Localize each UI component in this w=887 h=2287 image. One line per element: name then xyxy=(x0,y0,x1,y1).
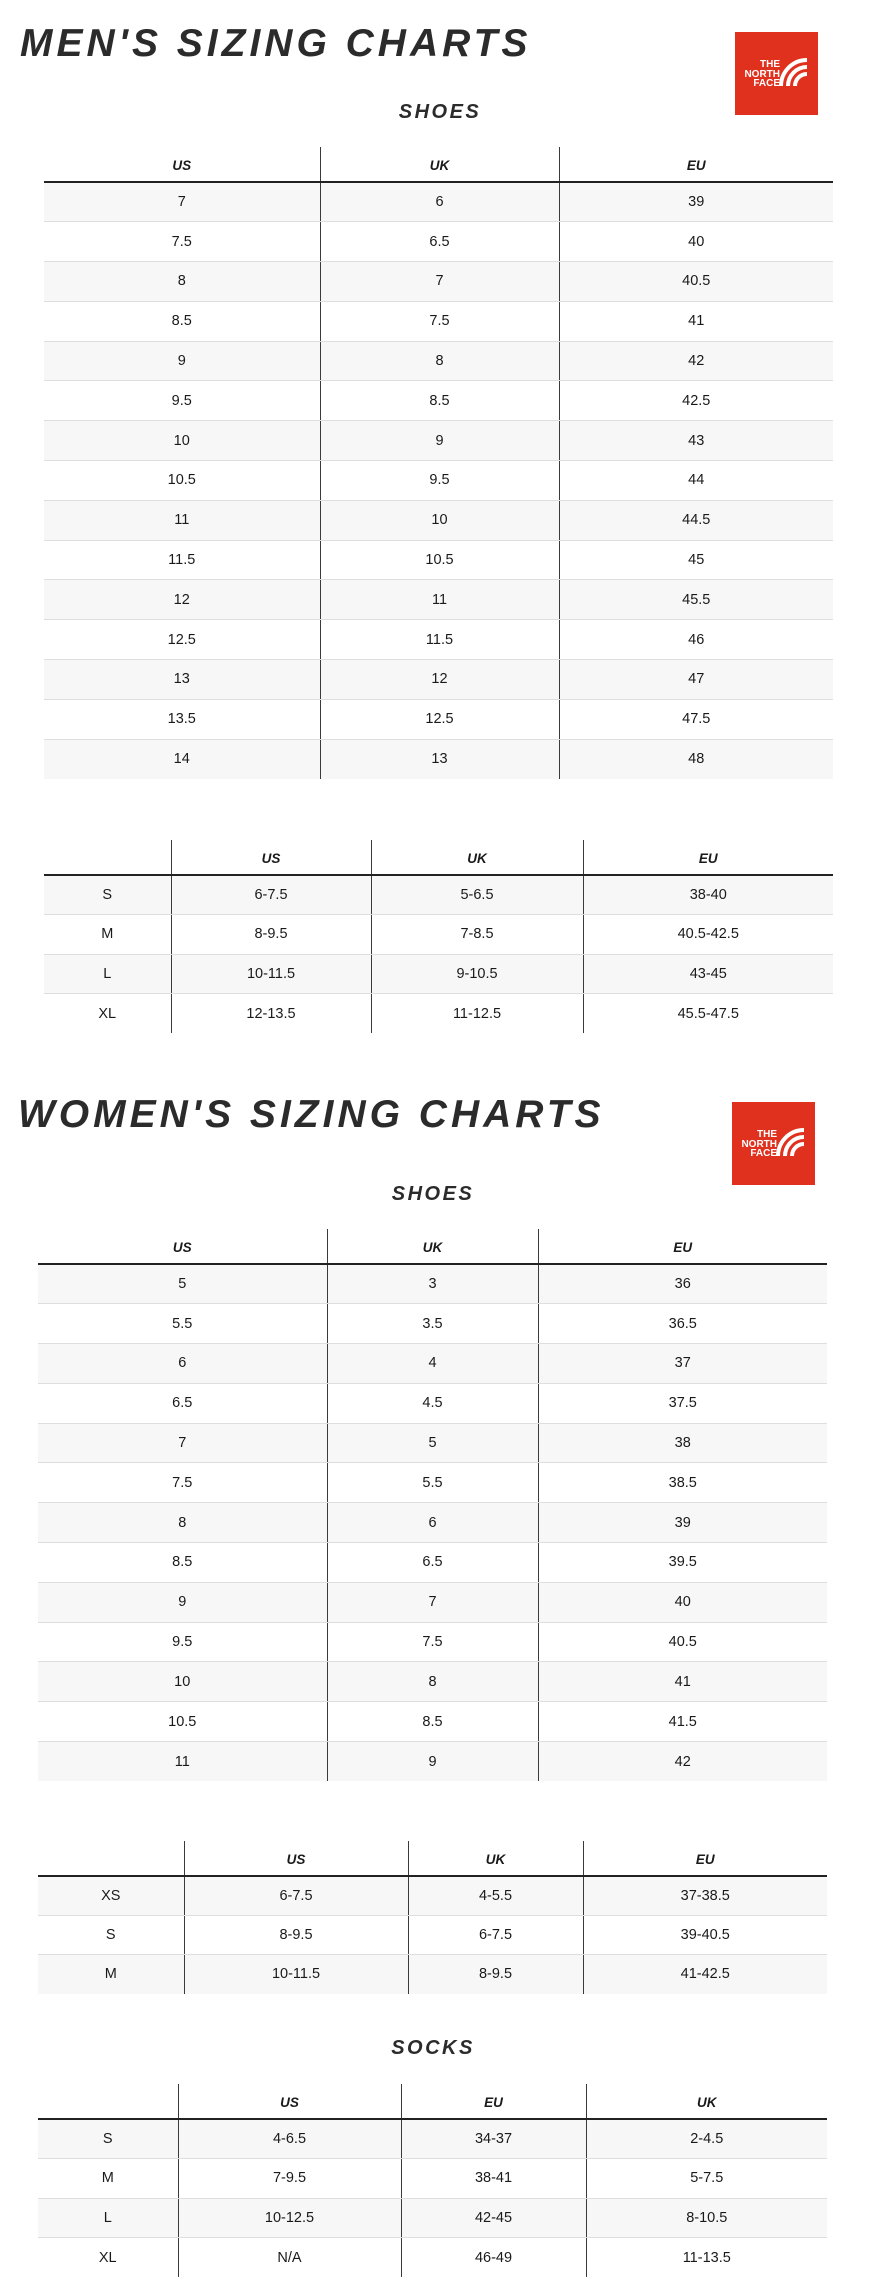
table-cell: S xyxy=(44,875,171,915)
table-row xyxy=(44,580,833,620)
womens-socks-table xyxy=(38,2084,827,2277)
table-row xyxy=(38,1915,827,1954)
table-cell: 38-41 xyxy=(401,2159,586,2199)
table-cell: 11 xyxy=(38,1742,327,1782)
table-row xyxy=(38,2238,827,2278)
table-cell: 8.5 xyxy=(320,381,559,421)
table-cell: 36.5 xyxy=(538,1304,827,1344)
table-cell: 6.5 xyxy=(327,1543,538,1583)
table-row xyxy=(44,301,833,341)
table-cell: 10 xyxy=(38,1662,327,1702)
table-cell: 43-45 xyxy=(583,954,833,994)
table-cell: 41.5 xyxy=(538,1702,827,1742)
table-cell: L xyxy=(38,2198,178,2238)
table-cell: 4-6.5 xyxy=(178,2119,401,2159)
table-cell: 47 xyxy=(559,660,833,700)
table-cell: 12 xyxy=(320,660,559,700)
table-cell: 13 xyxy=(44,660,320,700)
logo-wordmark: THE NORTH FACE xyxy=(744,59,780,89)
column-header xyxy=(44,840,171,875)
table-row xyxy=(44,540,833,580)
table-cell: 41 xyxy=(538,1662,827,1702)
table-row xyxy=(38,1264,827,1304)
table-cell: 5.5 xyxy=(327,1463,538,1503)
column-header: US xyxy=(171,840,371,875)
table-header-row xyxy=(38,1841,827,1876)
table-cell: 8-9.5 xyxy=(171,915,371,955)
table-cell: N/A xyxy=(178,2238,401,2278)
table-cell: 6 xyxy=(320,182,559,222)
table-cell: 3 xyxy=(327,1264,538,1304)
table-cell: 46 xyxy=(559,620,833,660)
table-cell: 4.5 xyxy=(327,1383,538,1423)
table-row xyxy=(38,2159,827,2199)
mens-sizing-title: MEN'S SIZING CHARTS xyxy=(20,22,532,65)
table-row xyxy=(44,954,833,994)
table-header-row xyxy=(38,1229,827,1264)
table-cell: 38 xyxy=(538,1423,827,1463)
table-cell: 13 xyxy=(320,739,559,779)
table-header-row xyxy=(44,840,833,875)
table-cell: 7.5 xyxy=(320,301,559,341)
table-cell: 13.5 xyxy=(44,699,320,739)
table-cell: 39 xyxy=(559,182,833,222)
table-cell: 9.5 xyxy=(38,1622,327,1662)
logo-wordmark: THE NORTH FACE xyxy=(741,1129,777,1159)
table-cell: 41 xyxy=(559,301,833,341)
column-header: EU xyxy=(559,147,833,182)
table-cell: 6.5 xyxy=(320,222,559,262)
table-row xyxy=(44,262,833,302)
table-cell: 40.5 xyxy=(559,262,833,302)
table-cell: M xyxy=(38,1955,184,1994)
table-cell: 8.5 xyxy=(44,301,320,341)
table-cell: 12 xyxy=(44,580,320,620)
table-cell: 5.5 xyxy=(38,1304,327,1344)
column-header: EU xyxy=(583,840,833,875)
table-cell: M xyxy=(44,915,171,955)
table-cell: 47.5 xyxy=(559,699,833,739)
table-row xyxy=(44,341,833,381)
column-header: UK xyxy=(408,1841,583,1876)
table-cell: 8 xyxy=(44,262,320,302)
table-cell: 12.5 xyxy=(44,620,320,660)
table-row xyxy=(38,1304,827,1344)
table-row xyxy=(44,182,833,222)
mens-shoes-table xyxy=(44,147,833,779)
column-header: UK xyxy=(371,840,583,875)
table-cell: 9 xyxy=(320,421,559,461)
table-cell: 40.5-42.5 xyxy=(583,915,833,955)
table-cell: 37 xyxy=(538,1344,827,1384)
table-cell: 46-49 xyxy=(401,2238,586,2278)
table-cell: 42 xyxy=(559,341,833,381)
table-cell: 10-11.5 xyxy=(184,1955,408,1994)
table-cell: 12.5 xyxy=(320,699,559,739)
table-row xyxy=(44,500,833,540)
table-cell: 9.5 xyxy=(320,461,559,501)
table-row xyxy=(44,461,833,501)
table-cell: 48 xyxy=(559,739,833,779)
table-cell: 5-6.5 xyxy=(371,875,583,915)
column-header xyxy=(38,1841,184,1876)
table-cell: 6 xyxy=(38,1344,327,1384)
table-row xyxy=(38,1955,827,1994)
table-cell: 38-40 xyxy=(583,875,833,915)
table-row xyxy=(38,2198,827,2238)
table-row xyxy=(38,1622,827,1662)
table-cell: 3.5 xyxy=(327,1304,538,1344)
table-cell: 11-12.5 xyxy=(371,994,583,1034)
table-cell: 10-11.5 xyxy=(171,954,371,994)
table-row xyxy=(38,1702,827,1742)
table-cell: 37-38.5 xyxy=(583,1876,827,1915)
table-cell: 7 xyxy=(327,1582,538,1622)
table-cell: 42.5 xyxy=(559,381,833,421)
table-cell: 40 xyxy=(559,222,833,262)
table-cell: 9-10.5 xyxy=(371,954,583,994)
table-row xyxy=(38,1742,827,1782)
table-cell: 7.5 xyxy=(38,1463,327,1503)
table-row xyxy=(38,1463,827,1503)
table-cell: 6.5 xyxy=(38,1383,327,1423)
table-cell: 43 xyxy=(559,421,833,461)
table-cell: 10 xyxy=(320,500,559,540)
table-cell: 6-7.5 xyxy=(408,1915,583,1954)
table-cell: 39.5 xyxy=(538,1543,827,1583)
half-dome-icon xyxy=(779,58,809,88)
table-cell: 38.5 xyxy=(538,1463,827,1503)
table-cell: 9.5 xyxy=(44,381,320,421)
table-cell: S xyxy=(38,2119,178,2159)
table-cell: 45.5-47.5 xyxy=(583,994,833,1034)
half-dome-icon xyxy=(776,1128,806,1158)
table-cell: 42 xyxy=(538,1742,827,1782)
table-cell: 11 xyxy=(320,580,559,620)
table-row xyxy=(38,1383,827,1423)
column-header: EU xyxy=(583,1841,827,1876)
table-row xyxy=(38,1876,827,1915)
table-cell: 10-12.5 xyxy=(178,2198,401,2238)
womens-shoes-title: SHOES xyxy=(391,1183,475,1205)
table-row xyxy=(44,381,833,421)
table-cell: 34-37 xyxy=(401,2119,586,2159)
table-cell: 7.5 xyxy=(327,1622,538,1662)
table-cell: 39-40.5 xyxy=(583,1915,827,1954)
table-row xyxy=(44,699,833,739)
column-header: UK xyxy=(320,147,559,182)
table-cell: 6-7.5 xyxy=(171,875,371,915)
table-cell: 45 xyxy=(559,540,833,580)
table-cell: 40.5 xyxy=(538,1622,827,1662)
mens-shoes-title: SHOES xyxy=(398,101,482,123)
table-header-row xyxy=(38,2084,827,2119)
table-cell: M xyxy=(38,2159,178,2199)
table-cell: 11.5 xyxy=(44,540,320,580)
table-cell: 5 xyxy=(327,1423,538,1463)
table-cell: 39 xyxy=(538,1503,827,1543)
table-cell: 4 xyxy=(327,1344,538,1384)
mens-generic-table xyxy=(44,840,833,1033)
table-row xyxy=(38,1543,827,1583)
column-header: EU xyxy=(401,2084,586,2119)
table-cell: 7 xyxy=(44,182,320,222)
table-cell: 8 xyxy=(38,1503,327,1543)
table-cell: 41-42.5 xyxy=(583,1955,827,1994)
table-row xyxy=(38,2119,827,2159)
table-row xyxy=(44,994,833,1034)
table-row xyxy=(38,1582,827,1622)
womens-socks-title: SOCKS xyxy=(391,2037,475,2059)
table-cell: 45.5 xyxy=(559,580,833,620)
table-cell: 11.5 xyxy=(320,620,559,660)
column-header: UK xyxy=(586,2084,827,2119)
table-row xyxy=(44,915,833,955)
table-row xyxy=(44,660,833,700)
table-row xyxy=(44,739,833,779)
table-cell: 37.5 xyxy=(538,1383,827,1423)
table-cell: 14 xyxy=(44,739,320,779)
table-row xyxy=(44,620,833,660)
table-cell: 5-7.5 xyxy=(586,2159,827,2199)
table-cell: 8-9.5 xyxy=(408,1955,583,1994)
womens-shoes-table xyxy=(38,1229,827,1781)
column-header: UK xyxy=(327,1229,538,1264)
table-cell: 42-45 xyxy=(401,2198,586,2238)
table-cell: 8-9.5 xyxy=(184,1915,408,1954)
column-header: EU xyxy=(538,1229,827,1264)
table-cell: 9 xyxy=(327,1742,538,1782)
table-row xyxy=(44,222,833,262)
table-cell: 6 xyxy=(327,1503,538,1543)
column-header: US xyxy=(44,147,320,182)
table-cell: 7 xyxy=(38,1423,327,1463)
table-cell: 8 xyxy=(327,1662,538,1702)
table-cell: XL xyxy=(44,994,171,1034)
table-cell: 4-5.5 xyxy=(408,1876,583,1915)
table-cell: 5 xyxy=(38,1264,327,1304)
womens-generic-table xyxy=(38,1841,827,1994)
table-cell: 11-13.5 xyxy=(586,2238,827,2278)
column-header: US xyxy=(178,2084,401,2119)
table-cell: 36 xyxy=(538,1264,827,1304)
table-cell: 11 xyxy=(44,500,320,540)
table-cell: 8.5 xyxy=(327,1702,538,1742)
table-cell: S xyxy=(38,1915,184,1954)
the-north-face-logo xyxy=(732,1102,815,1185)
table-cell: XS xyxy=(38,1876,184,1915)
table-row xyxy=(44,421,833,461)
table-cell: 7-9.5 xyxy=(178,2159,401,2199)
table-header-row xyxy=(44,147,833,182)
table-row xyxy=(38,1662,827,1702)
table-cell: L xyxy=(44,954,171,994)
table-cell: 7.5 xyxy=(44,222,320,262)
table-cell: 7-8.5 xyxy=(371,915,583,955)
table-cell: 8.5 xyxy=(38,1543,327,1583)
table-cell: 6-7.5 xyxy=(184,1876,408,1915)
table-row xyxy=(38,1344,827,1384)
table-cell: 8 xyxy=(320,341,559,381)
table-cell: 7 xyxy=(320,262,559,302)
table-cell: 2-4.5 xyxy=(586,2119,827,2159)
table-cell: 8-10.5 xyxy=(586,2198,827,2238)
column-header xyxy=(38,2084,178,2119)
table-cell: 10.5 xyxy=(38,1702,327,1742)
table-cell: 10 xyxy=(44,421,320,461)
table-cell: 9 xyxy=(38,1582,327,1622)
table-row xyxy=(38,1503,827,1543)
table-cell: XL xyxy=(38,2238,178,2278)
column-header: US xyxy=(184,1841,408,1876)
table-row xyxy=(44,875,833,915)
table-cell: 12-13.5 xyxy=(171,994,371,1034)
table-cell: 9 xyxy=(44,341,320,381)
table-cell: 10.5 xyxy=(44,461,320,501)
table-row xyxy=(38,1423,827,1463)
womens-sizing-title: WOMEN'S SIZING CHARTS xyxy=(18,1093,605,1136)
the-north-face-logo xyxy=(735,32,818,115)
column-header: US xyxy=(38,1229,327,1264)
table-cell: 44 xyxy=(559,461,833,501)
table-cell: 10.5 xyxy=(320,540,559,580)
table-cell: 44.5 xyxy=(559,500,833,540)
table-cell: 40 xyxy=(538,1582,827,1622)
